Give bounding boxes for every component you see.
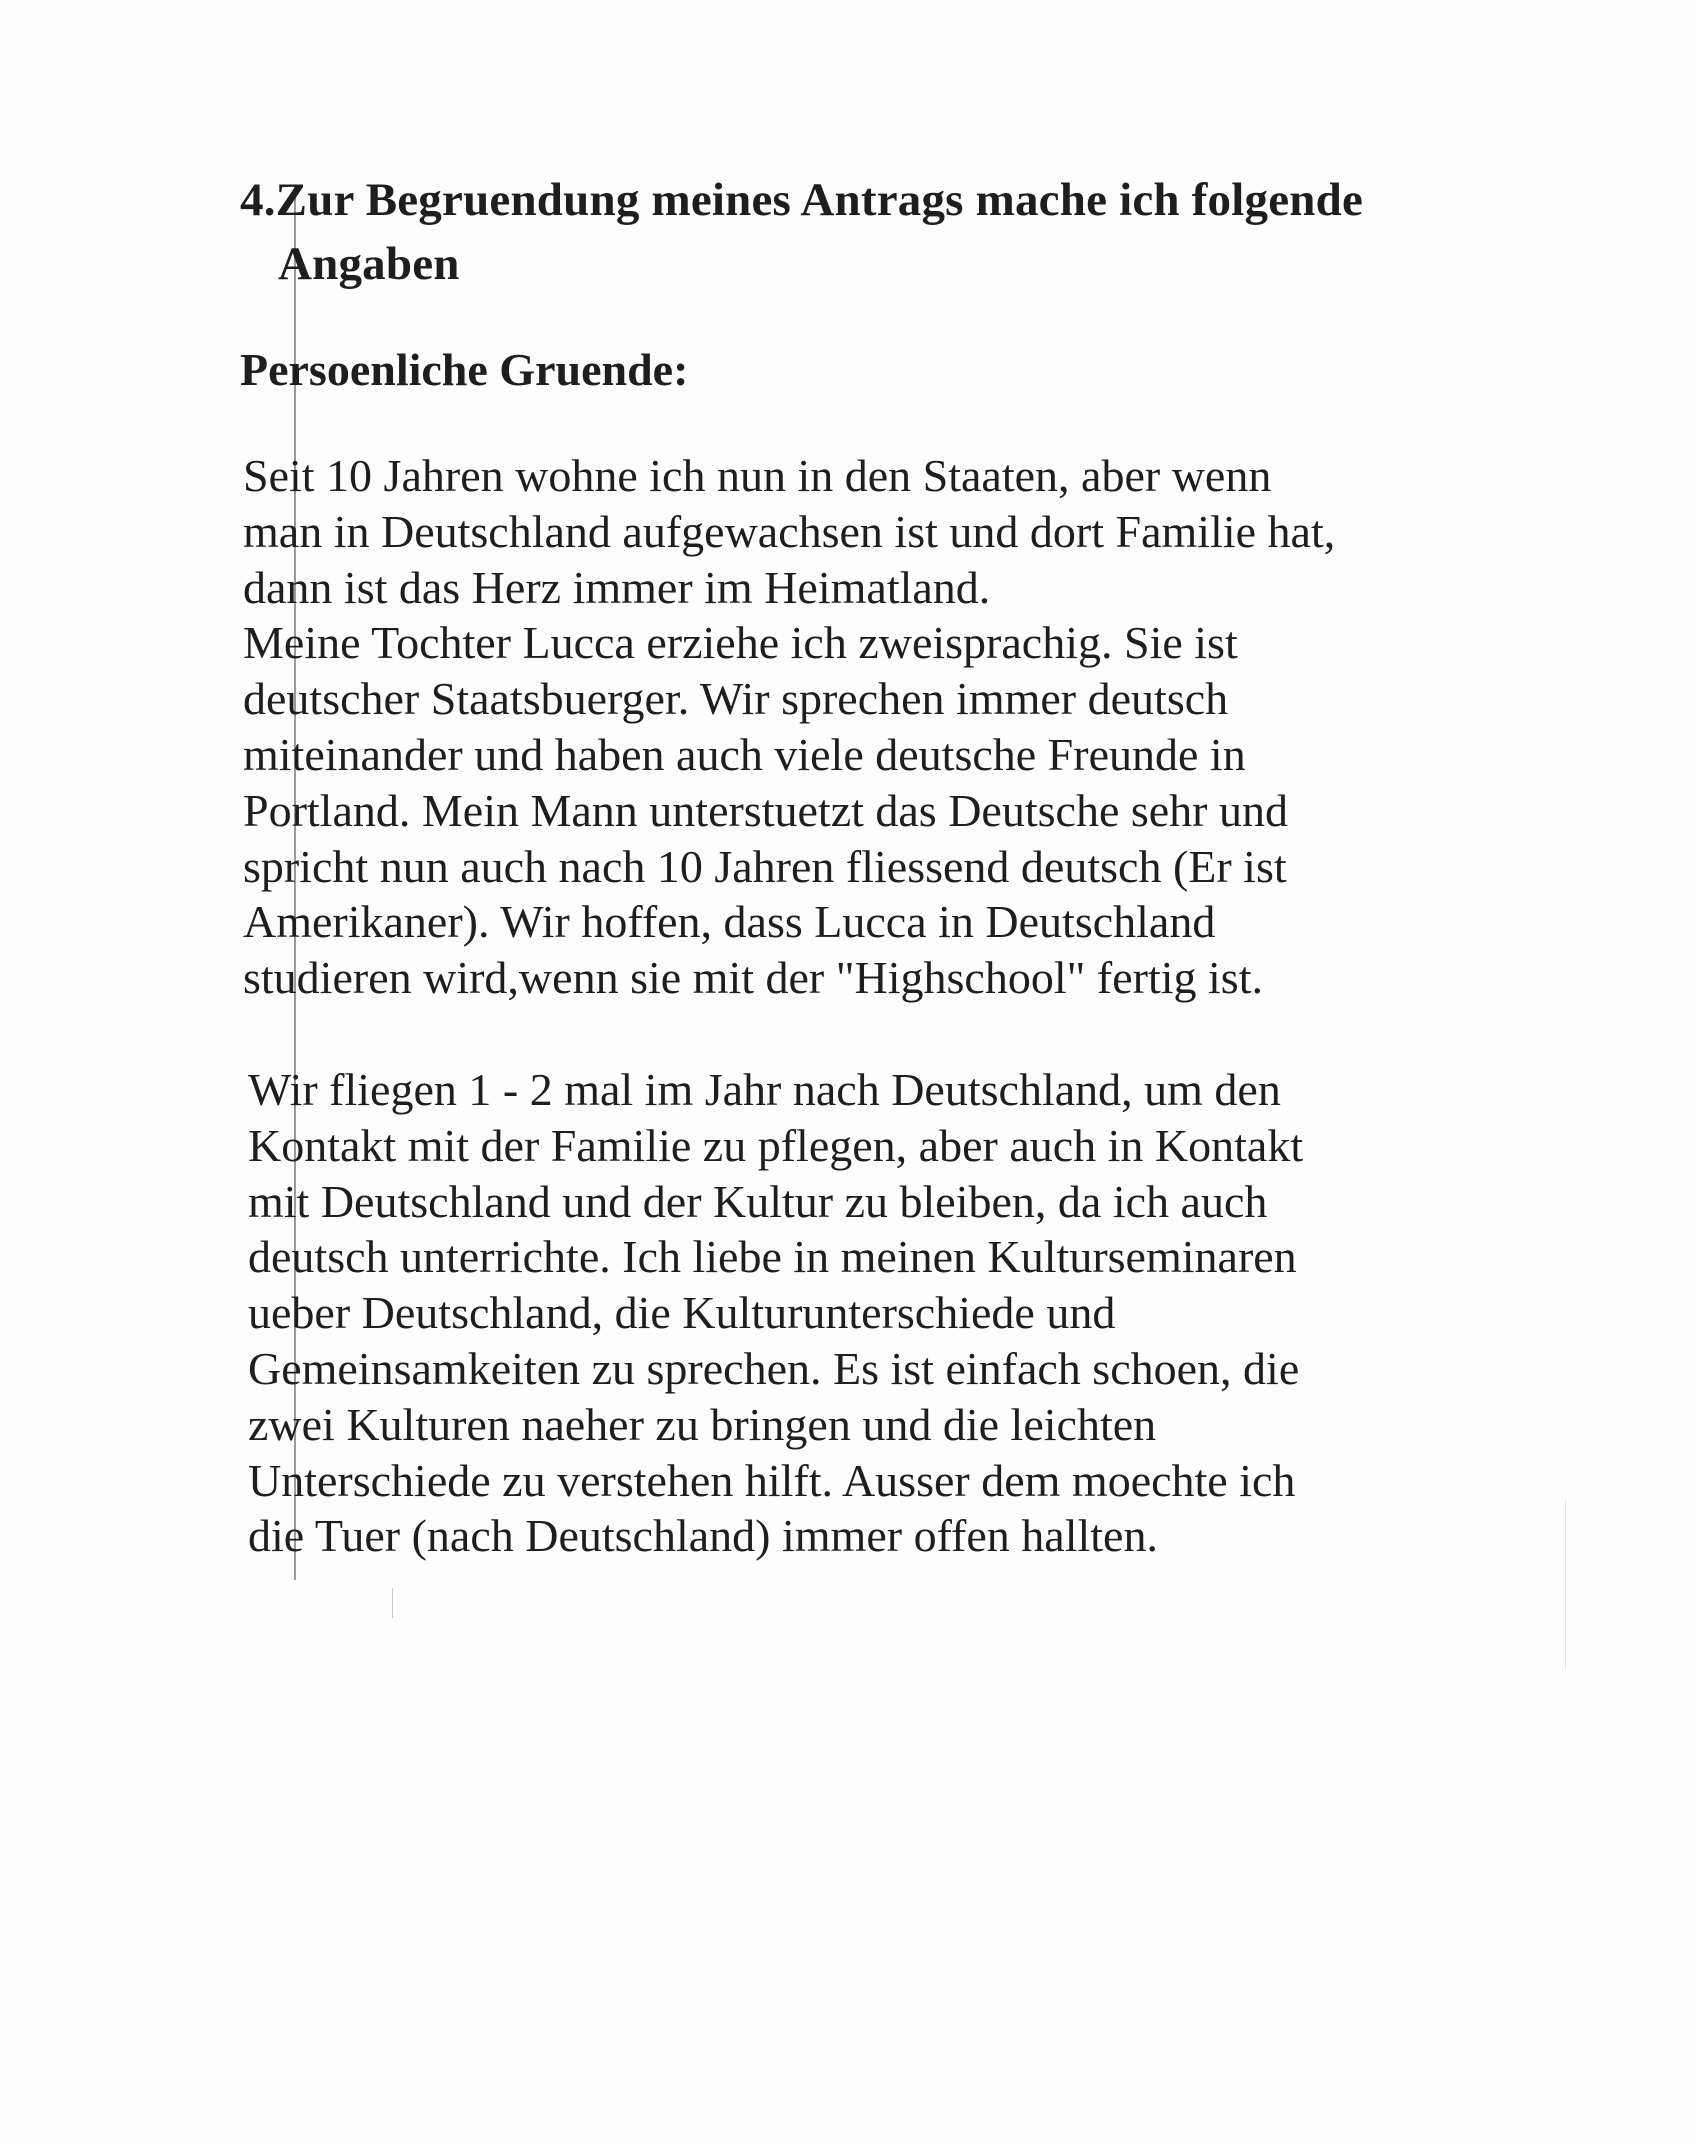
heading-line-2: Angaben	[278, 238, 460, 290]
heading-line-1: 4.Zur Begruendung meines Antrags mache ich folgende	[240, 174, 1364, 226]
section-heading	[240, 168, 1560, 296]
text-line: Unterschiede zu verstehen hilft. Ausser dem moechte ich	[248, 1454, 1296, 1506]
text-line: mit Deutschland und der Kultur zu bleiben, da ich auch	[248, 1175, 1268, 1227]
text-line: die Tuer (nach Deutschland) immer offen hallten.	[248, 1510, 1158, 1562]
text-line: ueber Deutschland, die Kulturunterschiede und	[248, 1287, 1116, 1339]
text-line: Kontakt mit der Familie zu pflegen, aber auch in Kontakt	[248, 1119, 1304, 1171]
subheading-personal-reasons: Persoenliche Gruende:	[240, 344, 689, 395]
scan-artifact-mark	[392, 1588, 393, 1618]
text-line: Seit 10 Jahren wohne ich nun in den Staaten, aber wenn	[243, 450, 1272, 501]
text-line: dann ist das Herz immer im Heimatland.	[243, 561, 991, 613]
text-line: Wir fliegen 1 - 2 mal im Jahr nach Deutschland, um den	[248, 1064, 1281, 1115]
text-line: deutscher Staatsbuerger. Wir sprechen immer deutsch	[243, 673, 1229, 725]
paragraph-2	[248, 1062, 1588, 1564]
text-line: spricht nun auch nach 10 Jahren fliessend deutsch (Er ist	[243, 840, 1287, 892]
text-line: deutsch unterrichte. Ich liebe in meinen Kulturseminaren	[248, 1231, 1297, 1283]
text-line: Meine Tochter Lucca erziehe ich zweisprachig. Sie ist	[243, 617, 1238, 669]
text-line: man in Deutschland aufgewachsen ist und dort Familie hat,	[243, 505, 1336, 557]
text-line: Portland. Mein Mann unterstuetzt das Deutsche sehr und	[243, 784, 1288, 836]
text-line: Amerikaner). Wir hoffen, dass Lucca in Deutschland	[243, 896, 1216, 948]
text-line: zwei Kulturen naeher zu bringen und die leichten	[248, 1398, 1157, 1450]
text-line: studieren wird,wenn sie mit der "Highschool" fertig ist.	[243, 952, 1263, 1004]
text-line: Gemeinsamkeiten zu sprechen. Es ist einfach schoen, die	[248, 1342, 1300, 1394]
paragraph-1	[243, 448, 1583, 1006]
text-line: miteinander und haben auch viele deutsche Freunde in	[243, 728, 1246, 780]
